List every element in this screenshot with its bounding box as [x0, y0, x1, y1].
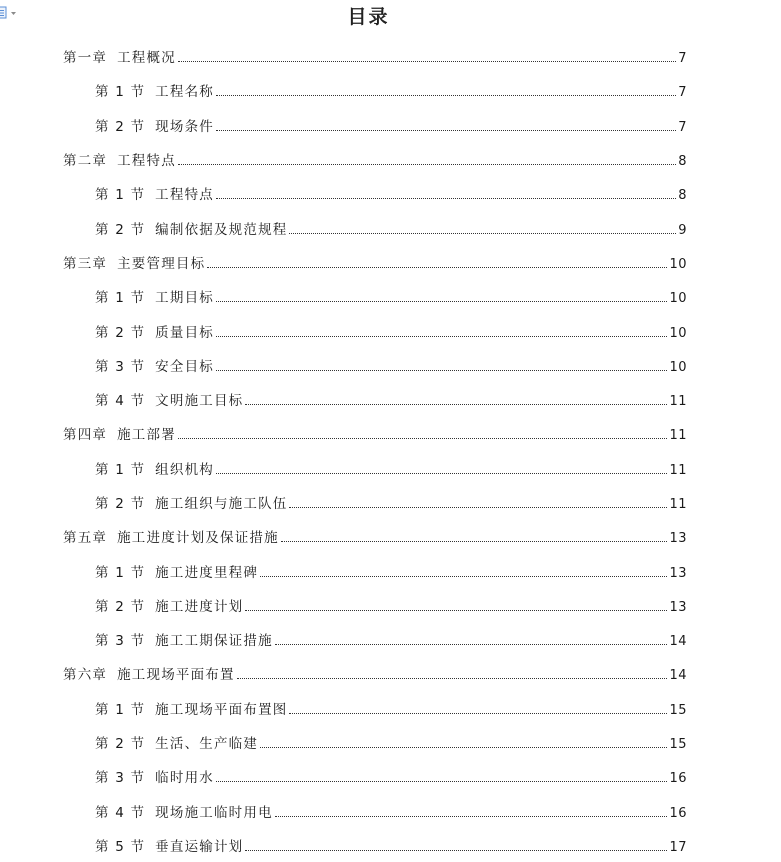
toc-page-number: 13: [669, 599, 687, 615]
toc-entry-text: 垂直运输计划: [155, 838, 244, 855]
toc-section-entry[interactable]: [0, 348, 781, 382]
toc-entry-label: [63, 149, 176, 169]
dot-leader: [245, 404, 667, 405]
dot-leader: [216, 336, 667, 337]
toc-entry-text: 质量目标: [155, 324, 214, 341]
toc-section-entry[interactable]: [0, 73, 781, 107]
toc-entry-number: 第 4 节: [95, 804, 146, 821]
toc-section-entry[interactable]: [0, 451, 781, 485]
toc-entry-text: 施工现场平面布置: [117, 667, 235, 684]
dot-leader: [216, 301, 667, 302]
toc-entry-number: 第 1 节: [95, 701, 146, 718]
toc-entry-text: 工程概况: [117, 50, 176, 67]
toc-page-number: 11: [669, 428, 687, 444]
toc-page-number: 8: [678, 154, 687, 170]
toc-entry-label: [95, 321, 214, 341]
toc-entry-text: 施工工期保证措施: [155, 633, 273, 650]
toc-entry-text: 施工组织与施工队伍: [155, 496, 288, 512]
toc-page-number: 10: [669, 256, 687, 272]
dot-leader: [216, 95, 676, 96]
toc-entry-number: 第 5 节: [95, 838, 146, 855]
toc-page-number: 16: [669, 771, 687, 787]
toc-page-number: 15: [669, 737, 687, 753]
toc-entry-text: 生活、生产临建: [155, 736, 259, 753]
toc-entry-text: 工程特点: [155, 187, 214, 204]
toc-entry-label: [95, 458, 214, 478]
toc-section-entry[interactable]: [0, 691, 781, 725]
toc-entry-number: 第六章: [63, 667, 108, 684]
toc-entry-label: [63, 663, 235, 683]
toc-entry-text: 现场施工临时用电: [155, 804, 273, 821]
toc-entry-number: 第 3 节: [95, 770, 146, 787]
toc-entry-label: [95, 595, 243, 615]
toc-entry-number: 第 2 节: [95, 598, 146, 615]
toc-entry-text: 施工现场平面布置图: [155, 701, 288, 718]
toc-entry-text: 安全目标: [155, 358, 214, 375]
dot-leader: [216, 473, 667, 474]
toc-page-number: 14: [669, 634, 687, 650]
toc-entry-number: 第 2 节: [95, 324, 146, 341]
toc-entry-text: 组织机构: [155, 461, 214, 478]
toc-page-number: 7: [678, 119, 687, 135]
toc-section-entry[interactable]: [0, 313, 781, 347]
toc-section-entry[interactable]: [0, 759, 781, 793]
toc-entry-number: 第 4 节: [95, 393, 146, 410]
dot-leader: [237, 678, 668, 679]
toc-entry-number: 第三章: [63, 255, 108, 272]
toc-chapter-entry[interactable]: [0, 245, 781, 279]
toc-entry-label: [95, 183, 214, 203]
toc-entry-label: [95, 492, 287, 512]
toc-page-number: 16: [669, 805, 687, 821]
toc-entry-number: 第 1 节: [95, 290, 146, 307]
toc-entry-number: 第 1 节: [95, 84, 146, 101]
toc-entry-number: 第 2 节: [95, 118, 146, 135]
dot-leader: [178, 164, 676, 165]
toc-list: [0, 39, 781, 862]
toc-page-number: 15: [669, 702, 687, 718]
dot-leader: [178, 61, 676, 62]
toc-entry-label: [95, 355, 214, 375]
toc-entry-number: 第二章: [63, 153, 108, 170]
toc-entry-text: 工期目标: [155, 290, 214, 307]
toc-chapter-entry[interactable]: [0, 519, 781, 553]
toc-entry-number: 第四章: [63, 427, 108, 444]
dot-leader: [260, 747, 667, 748]
toc-section-entry[interactable]: [0, 382, 781, 416]
dot-leader: [289, 233, 676, 234]
dot-leader: [289, 507, 667, 508]
toc-title: 目录: [347, 6, 390, 28]
toc-entry-text: 施工进度计划及保证措施: [117, 530, 279, 547]
toc-chapter-entry[interactable]: [0, 416, 781, 450]
toc-entry-number: 第 2 节: [95, 736, 146, 753]
toc-entry-number: 第 3 节: [95, 358, 146, 375]
dot-leader: [281, 541, 668, 542]
dot-leader: [275, 816, 668, 817]
toc-entry-label: [95, 115, 214, 135]
toc-entry-text: 工程特点: [117, 153, 176, 170]
toc-section-entry[interactable]: [0, 553, 781, 587]
dot-leader: [216, 130, 676, 131]
toc-entry-number: 第 3 节: [95, 633, 146, 650]
toc-entry-text: 文明施工目标: [155, 393, 244, 410]
toc-page-number: 11: [669, 497, 687, 512]
toc-chapter-entry[interactable]: [0, 39, 781, 73]
dot-leader: [245, 850, 667, 851]
dot-leader: [289, 713, 667, 714]
toc-entry-label: [95, 835, 243, 855]
toc-entry-label: [63, 526, 279, 546]
toc-entry-label: [63, 252, 205, 272]
toc-entry-text: 临时用水: [155, 770, 214, 787]
toc-entry-label: [95, 561, 258, 581]
toc-section-entry[interactable]: [0, 485, 781, 519]
dot-leader: [216, 198, 676, 199]
toc-page-number: 8: [678, 188, 687, 204]
toc-page-number: 10: [669, 291, 687, 307]
toc-entry-label: [63, 46, 176, 66]
toc-page-number: 17: [669, 839, 687, 855]
toc-page-number: 11: [669, 462, 687, 478]
toc-section-entry[interactable]: [0, 108, 781, 142]
toc-entry-number: 第 1 节: [95, 187, 146, 204]
dot-leader: [275, 644, 668, 645]
toc-entry-text: 施工进度计划: [155, 598, 244, 615]
toc-section-entry[interactable]: [0, 176, 781, 210]
toc-entry-label: [95, 286, 214, 306]
dot-leader: [216, 370, 667, 371]
toc-entry-label: [95, 80, 214, 100]
dot-leader: [207, 267, 667, 268]
toc-entry-label: [95, 732, 258, 752]
toc-entry-label: [63, 423, 176, 443]
toc-entry-text: 施工部署: [117, 427, 176, 444]
dot-leader: [178, 438, 668, 439]
toc-entry-label: [95, 218, 287, 238]
toc-section-entry[interactable]: [0, 588, 781, 622]
toc-entry-text: 现场条件: [155, 118, 214, 135]
toc-entry-label: [95, 629, 273, 649]
toc-page-number: 10: [669, 325, 687, 341]
toc-entry-number: 第五章: [63, 530, 108, 547]
toc-entry-text: 工程名称: [155, 84, 214, 101]
toc-entry-label: [95, 766, 214, 786]
toc-entry-label: [95, 389, 243, 409]
toc-entry-label: [95, 801, 273, 821]
toc-entry-number: 第 1 节: [95, 564, 146, 581]
toc-page-number: 13: [669, 565, 687, 581]
dot-leader: [245, 610, 667, 611]
toc-chapter-entry[interactable]: [0, 656, 781, 690]
toc-entry-number: 第 2 节: [95, 221, 146, 238]
toc-entry-label: [95, 698, 287, 718]
toc-page-number: 11: [669, 394, 687, 410]
toc-section-entry[interactable]: [0, 725, 781, 759]
toc-entry-number: 第一章: [63, 50, 108, 67]
toc-entry-text: 编制依据及规范规程: [155, 221, 288, 238]
toc-section-entry[interactable]: [0, 622, 781, 656]
dot-leader: [216, 781, 667, 782]
toc-page-number: 14: [669, 668, 687, 684]
toc-section-entry[interactable]: [0, 279, 781, 313]
toc-section-entry[interactable]: [0, 210, 781, 244]
toc-chapter-entry[interactable]: [0, 142, 781, 176]
toc-entry-text: 主要管理目标: [117, 255, 206, 272]
dot-leader: [260, 576, 667, 577]
toc-page-number: 9: [678, 222, 687, 238]
toc-page-number: 7: [678, 85, 687, 101]
toc-page-number: 7: [678, 51, 687, 67]
toc-page-number: 10: [669, 359, 687, 375]
toc-entry-text: 施工进度里程碑: [155, 564, 259, 581]
toc-entry-number: 第 2 节: [95, 496, 146, 512]
toc-section-entry[interactable]: [0, 794, 781, 828]
toc-entry-number: 第 1 节: [95, 461, 146, 478]
toc-page-number: 13: [669, 531, 687, 547]
